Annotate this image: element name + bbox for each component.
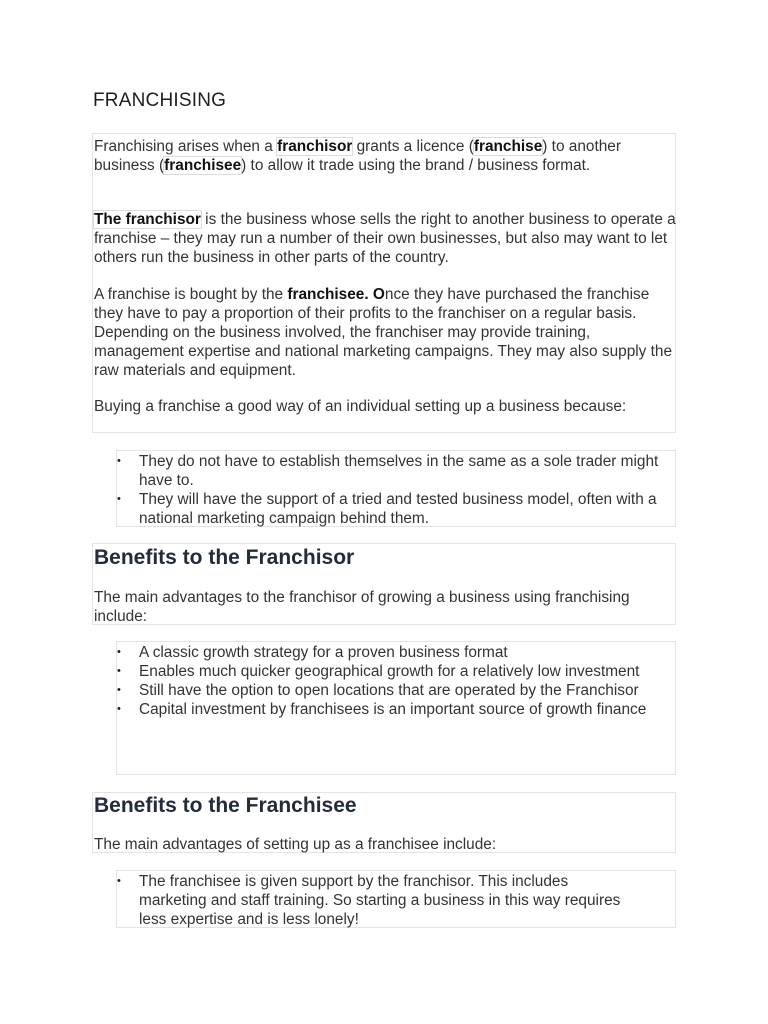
list-item <box>117 490 677 528</box>
franchisee-intro: The main advantages of setting up as a franchisee include: <box>94 836 497 853</box>
bullet-icon: • <box>117 703 121 715</box>
text: A franchise is bought by the <box>94 286 288 303</box>
list-item-text: They will have the support of a tried and tested business model, often with a national marketing campaign behind them. <box>139 491 657 527</box>
term-franchisee-bold: franchisee. O <box>287 286 385 303</box>
term-the-franchisor: The franchisor <box>94 211 201 228</box>
list-item <box>117 643 657 662</box>
intro-paragraph-4: Buying a franchise a good way of an individual setting up a business because: <box>94 398 627 415</box>
bullet-icon: • <box>117 455 121 467</box>
list-item-text: Capital investment by franchisees is an important source of growth finance <box>139 701 647 718</box>
term-franchisee: franchisee <box>164 157 242 174</box>
term-franchise: franchise <box>473 138 543 155</box>
term-franchisor: franchisor <box>277 138 353 155</box>
intro-paragraph-1 <box>94 137 674 175</box>
list-item-text: A classic growth strategy for a proven business format <box>139 644 508 661</box>
list-item <box>117 681 657 700</box>
franchisor-bullet-list <box>117 643 657 719</box>
list-item-text: The franchisee is given support by the franchisor. This includes marketing and staff training. So starting a business in this way requires less expertise and is less lonely! <box>139 873 621 928</box>
bullet-icon: • <box>117 875 121 887</box>
list-item <box>117 452 677 490</box>
franchisee-bullets-section <box>116 870 676 928</box>
franchisor-section <box>92 543 676 625</box>
intro-paragraph-3 <box>94 285 676 380</box>
list-item-text: Enables much quicker geographical growth for a relatively low investment <box>139 663 640 680</box>
franchisor-heading: Benefits to the Franchisor <box>94 546 355 569</box>
list-item-text: Still have the option to open locations that are operated by the Franchisor <box>139 682 639 699</box>
list-item <box>117 662 657 681</box>
why-bullets-section <box>116 450 676 527</box>
text: grants a licence ( <box>352 138 474 155</box>
intro-section <box>92 133 676 433</box>
franchisor-bullets-section <box>116 641 676 775</box>
why-bullet-list <box>117 452 677 528</box>
franchisor-intro: The main advantages to the franchisor of growing a business using franchising include: <box>94 589 630 625</box>
page-title: FRANCHISING <box>93 90 227 111</box>
franchisee-heading: Benefits to the Franchisee <box>94 794 357 817</box>
bullet-icon: • <box>117 665 121 677</box>
text: is the business whose sells the right to another business to operate a franchise – they may run a number of their own businesses, but also may want to let others run the business in other parts of the country. <box>94 211 676 266</box>
franchisee-section <box>92 792 676 853</box>
bullet-icon: • <box>117 646 121 658</box>
list-item-text: They do not have to establish themselves in the same as a sole trader might have to. <box>139 453 659 489</box>
franchisee-bullet-list <box>117 872 637 929</box>
text: nce they have purchased the franchise they have to pay a proportion of their profits to the franchiser on a regular basis. Depending on the business involved, the franchiser may provide training, management expertise and national marketing campaigns. They may also supply the raw materials and equipment. <box>94 286 673 379</box>
intro-paragraph-2 <box>94 210 676 267</box>
list-item <box>117 700 657 719</box>
text: ) to allow it trade using the brand / business format. <box>241 157 591 174</box>
bullet-icon: • <box>117 684 121 696</box>
list-item <box>117 872 637 929</box>
text: Franchising arises when a <box>94 138 278 155</box>
text: ) to another business ( <box>94 138 621 174</box>
bullet-icon: • <box>117 493 121 505</box>
